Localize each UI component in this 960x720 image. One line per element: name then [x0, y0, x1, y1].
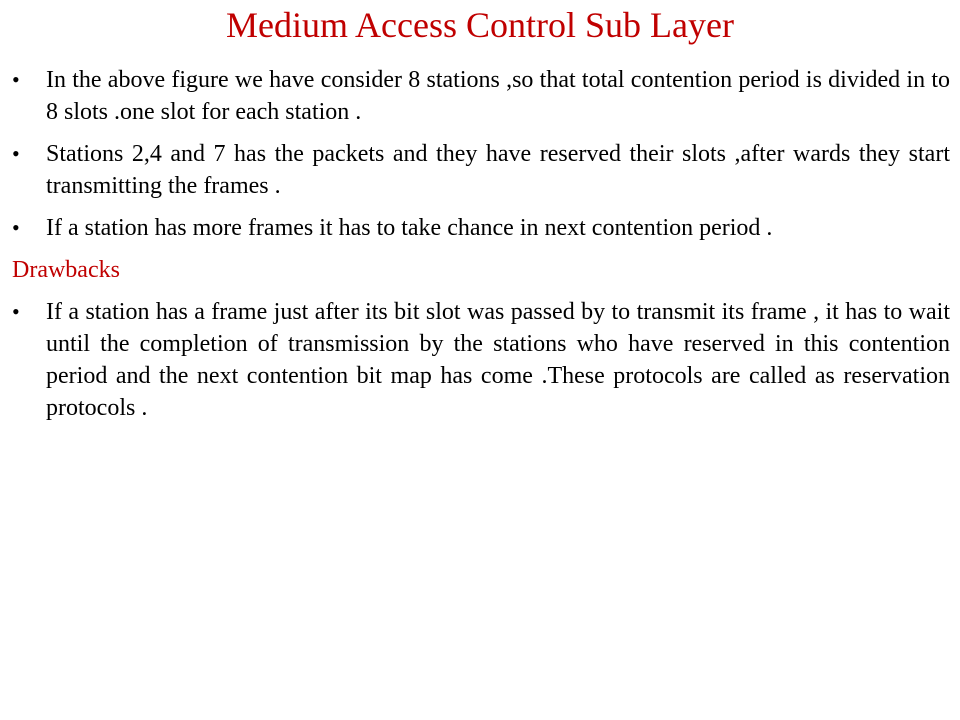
bullet-dot-icon: •	[12, 215, 20, 240]
bullet-text: Stations 2,4 and 7 has the packets and they have reserved their slots ,after wards they start transmitting the frames .	[46, 141, 950, 199]
drawbacks-heading: Drawbacks	[12, 257, 120, 283]
slide-content	[12, 64, 950, 434]
bullet-text: If a station has a frame just after its bit slot was passed by to transmit its frame , it has to wait until the completion of transmission by the stations who have reserved in this contention period and the next contention bit map has come .These protocols are called as reservation protocols .	[46, 299, 950, 421]
bullet-dot-icon: •	[12, 141, 20, 166]
bullet-dot-icon: •	[12, 299, 20, 324]
bullet-item	[12, 296, 950, 424]
bullet-text: In the above figure we have consider 8 stations ,so that total contention period is divided in to 8 slots .one slot for each station .	[46, 67, 950, 125]
slide-title: Medium Access Control Sub Layer	[226, 5, 734, 45]
bullet-dot-icon: •	[12, 67, 20, 92]
bullet-item	[12, 64, 950, 128]
bullet-item	[12, 138, 950, 202]
bullet-item	[12, 212, 950, 244]
bullet-text: If a station has more frames it has to take chance in next contention period .	[46, 215, 773, 241]
